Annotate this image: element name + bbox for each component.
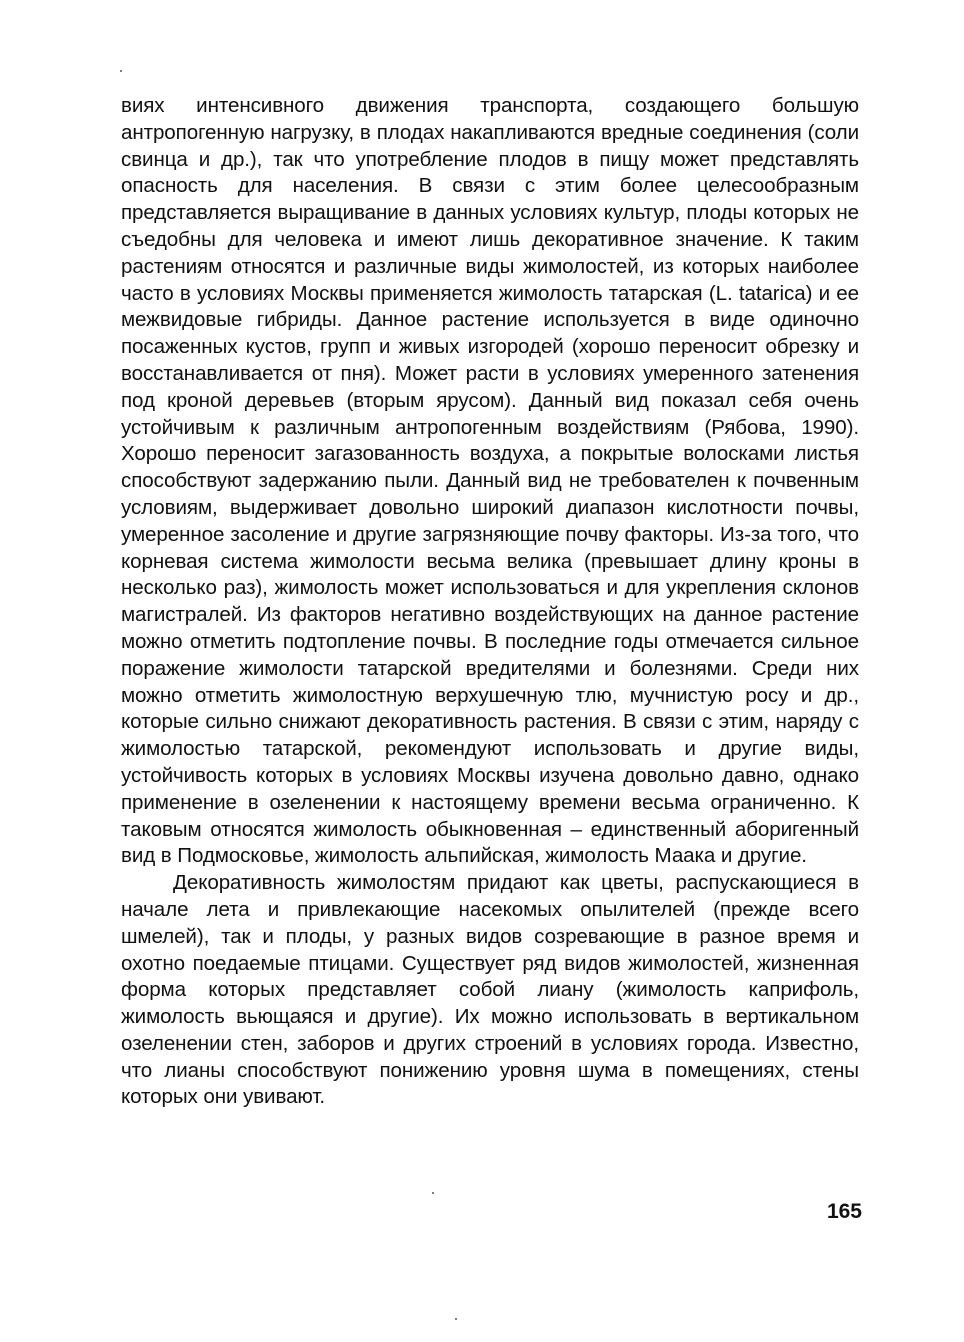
body-text bbox=[121, 93, 859, 1111]
scan-speck bbox=[120, 70, 122, 72]
paragraph-1: виях интенсивного движения транспорта, создающего большую антропогенную нагрузку, в плодах накапливаются вредные соединения (соли свинца и др.), так что употребление плодов в пищу может представлять опасность для населения. В связи с этим более целесообразным представляется выращивание в данных условиях культур, плоды которых не съедобны для человека и имеют лишь декоративное значение. К таким растениям относятся и различные виды жимолостей, из которых наиболее часто в условиях Москвы применяется жимолость татарская (L. tatarica) и ее межвидовые гибриды. Данное растение используется в виде одиночно посаженных кустов, групп и живых изгородей (хорошо переносит обрезку и восстанавливается от пня). Может расти в условиях умеренного затенения под кроной деревьев (вторым ярусом). Данный вид показал себя очень устойчивым к различным антропогенным воздействиям (Рябова, 1990). Хорошо переносит загазованность воздуха, а покрытые волосками листья способствуют задержанию пыли. Данный вид не требователен к почвенным условиям, выдерживает довольно широкий диапазон кислотности почвы, умеренное засоление и другие загрязняющие почву факторы. Из-за того, что корневая система жимолости весьма велика (превышает длину кроны в несколько раз), жимолость может использоваться и для укрепления склонов магистралей. Из факторов негативно воздействующих на данное растение можно отметить подтопление почвы. В последние годы отмечается сильное поражение жимолости татарской вредителями и болезнями. Среди них можно отметить жимолостную верхушечную тлю, мучнистую росу и др., которые сильно снижают декоративность растения. В связи с этим, наряду с жимолостью татарской, рекомендуют использовать и другие виды, устойчивость которых в условиях Москвы изучена довольно давно, однако применение в озеленении к настоящему времени весьма ограниченно. К таковым относятся жимолость обыкновенная – единственный аборигенный вид в Подмосковье, жимолость альпийская, жимолость Маака и другие. bbox=[121, 94, 859, 868]
paragraph-2: Декоративность жимолостям придают как цветы, распускающиеся в начале лета и привлекающие насекомых опылителей (прежде всего шмелей), так и плоды, у разных видов созревающие в разное время и охотно поедаемые птицами. Существует ряд видов жимолостей, жизненная форма которых представляет собой лиану (жимолость каприфоль, жимолость вьющаяся и другие). Их можно использовать в вертикальном озеленении стен, заборов и других строений в условиях города. Известно, что лианы способствуют понижению уровня шума в помещениях, стены которых они увивают. bbox=[121, 871, 859, 1109]
page-number: 165 bbox=[826, 1200, 862, 1223]
scan-speck bbox=[432, 1192, 434, 1194]
scan-speck bbox=[455, 1318, 457, 1320]
